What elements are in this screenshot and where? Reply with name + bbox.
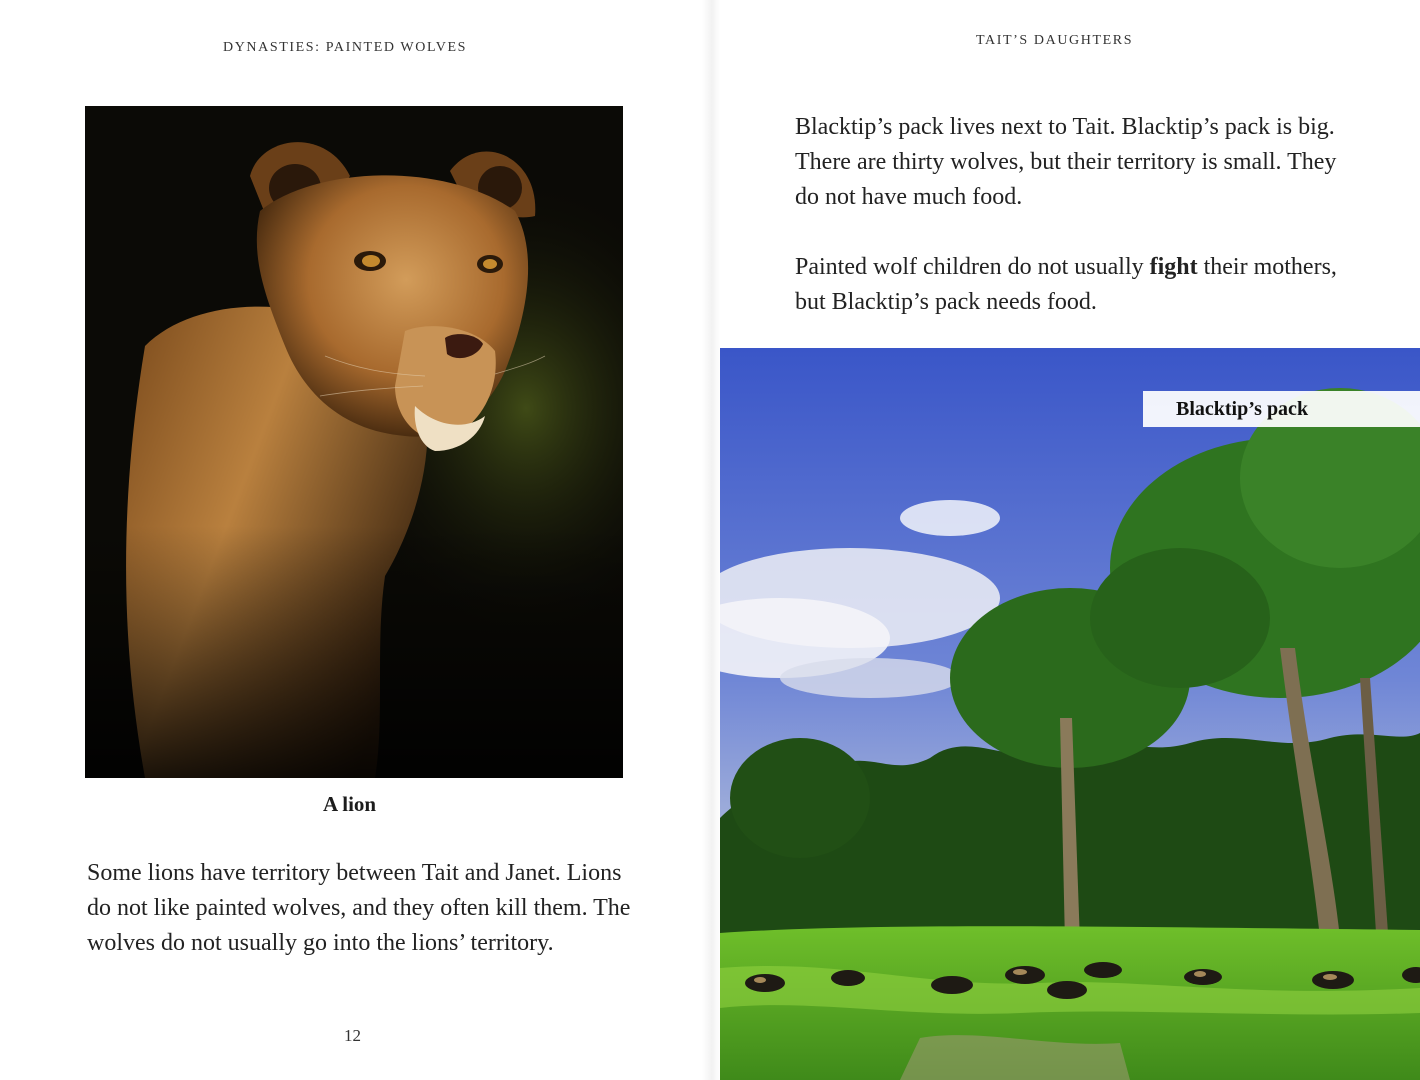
left-paragraph: Some lions have territory between Tait and Janet. Lions do not like painted wolves, and they often kill them. The wolves do not usually go into the lions’ territory. — [87, 860, 631, 956]
painted-wolves-photo — [720, 348, 1420, 1080]
photo-label: Blacktip’s pack — [1143, 391, 1420, 427]
right-paragraph-2 — [795, 250, 1355, 320]
running-head-right: TAIT’S DAUGHTERS — [976, 33, 1134, 48]
lion-caption: A lion — [323, 792, 377, 816]
lion-photo — [85, 106, 623, 778]
left-body-text — [87, 856, 647, 961]
page-number: 12 — [344, 1026, 361, 1045]
right-page — [710, 0, 1420, 1080]
right-body-text — [795, 110, 1355, 320]
paragraph-2-end: their mothers, but Blacktip’s pack needs food. — [795, 254, 1337, 315]
running-head-left: DYNASTIES: PAINTED WOLVES — [223, 40, 468, 55]
glossary-word-fight: fight — [1149, 254, 1198, 280]
right-paragraph-1: Blacktip’s pack lives next to Tait. Blacktip’s pack is big. There are thirty wolves, but their territory is small. They do not have much food. — [795, 114, 1337, 210]
paragraph-2-start: Painted wolf children do not usually — [795, 254, 1150, 280]
